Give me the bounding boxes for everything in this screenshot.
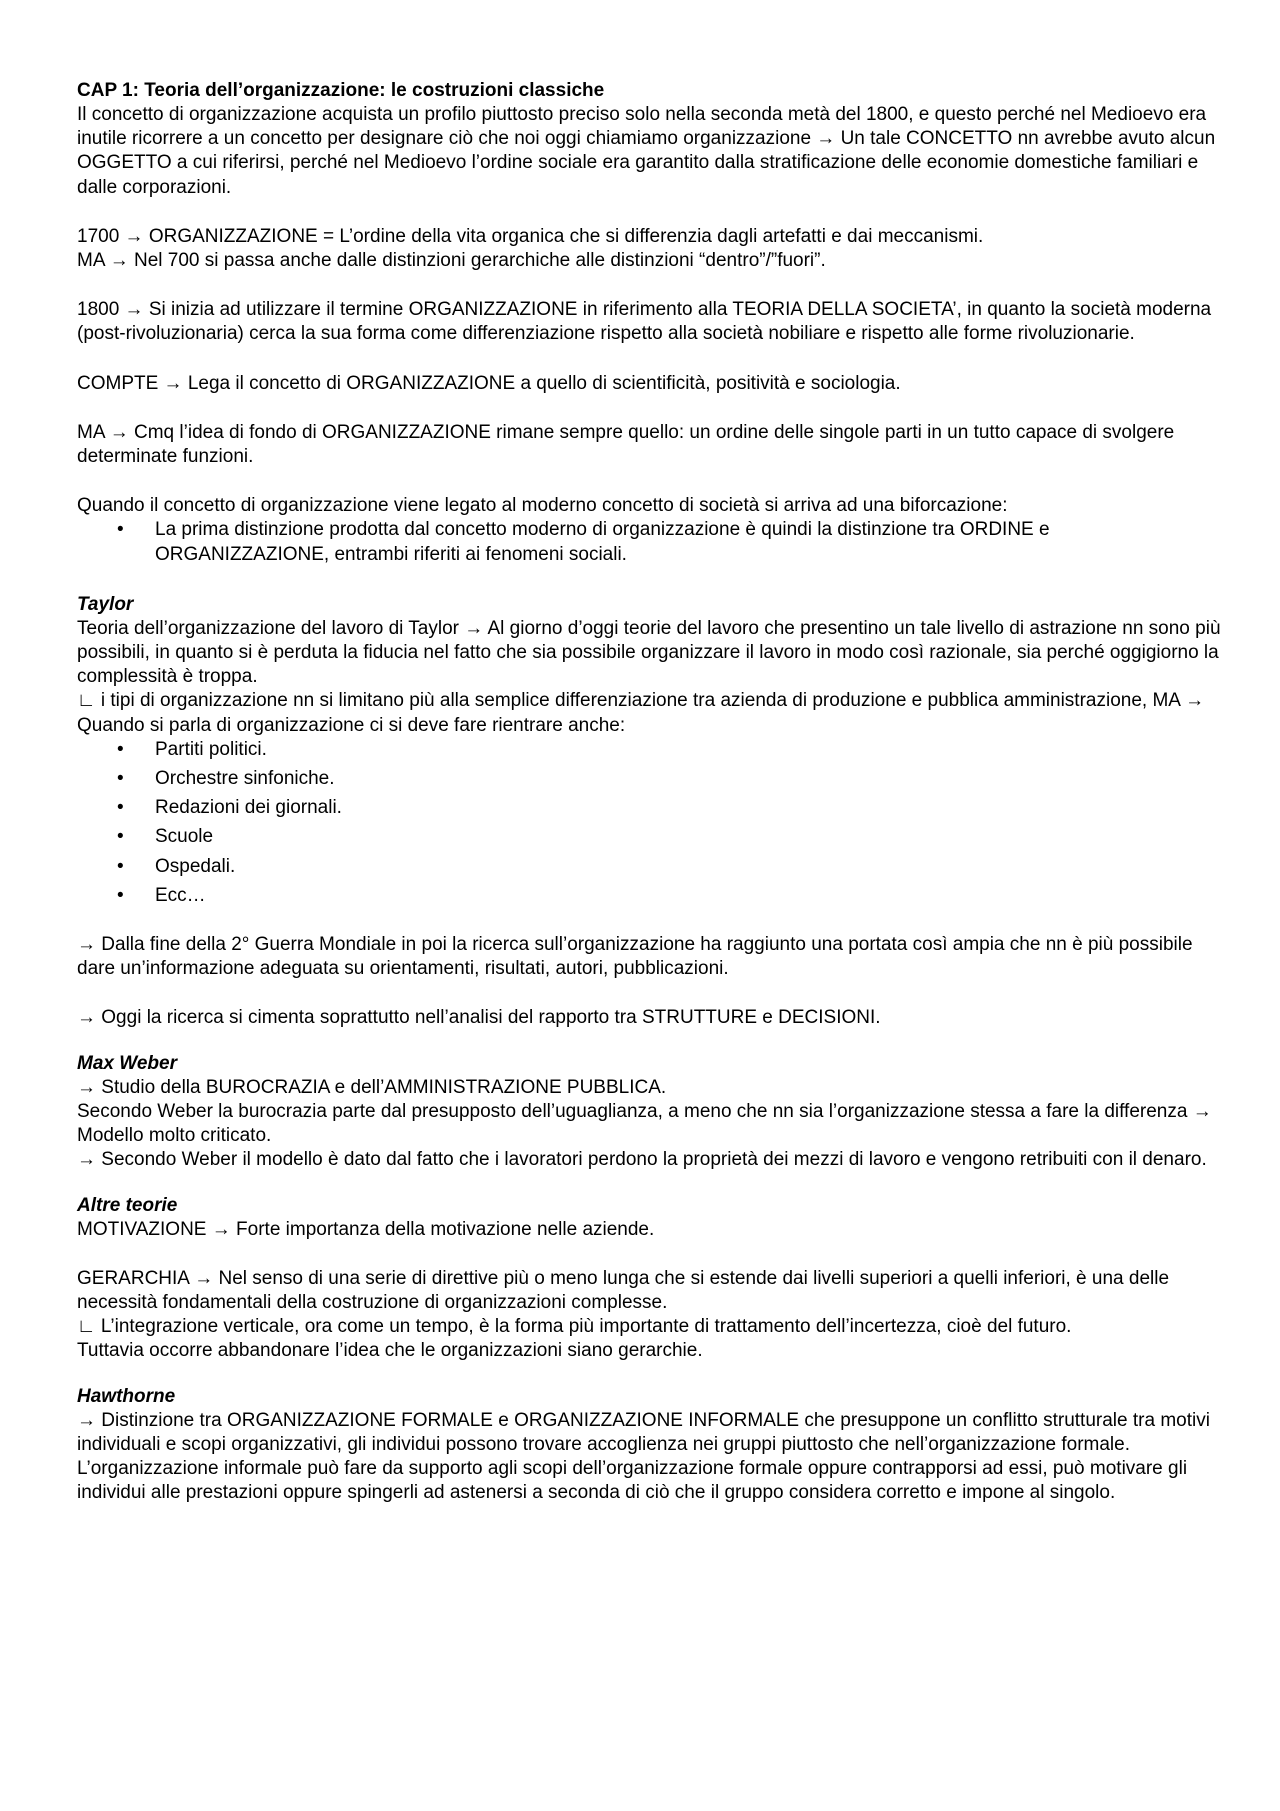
section-heading-altre-teorie: Altre teorie bbox=[77, 1194, 178, 1216]
tuttavia-paragraph: Tuttavia occorre abbandonare l’idea che le organizzazioni siano gerarchie. bbox=[77, 1340, 703, 1362]
list-item: • Ospedali. bbox=[77, 855, 1227, 879]
list-item: • Partiti politici. bbox=[77, 738, 1227, 762]
list-item: • Scuole bbox=[77, 825, 1227, 849]
biforcazione-paragraph: Quando il concetto di organizzazione viene legato al moderno concetto di società si arriva ad una biforcazione: bbox=[77, 495, 1008, 517]
bullet-icon: • bbox=[117, 826, 124, 848]
intro-1800-paragraph: 1800 → Si inizia ad utilizzare il termine ORGANIZZAZIONE in riferimento alla TEORIA DELLA SOCIETA’, in quanto la società moderna (post-rivoluzionaria) cerca la sua forma come differenziazione rispetto alla società nobiliare e rispetto alle forme rivoluzionarie. bbox=[77, 299, 1212, 345]
hawthorne-paragraph: → Distinzione tra ORGANIZZAZIONE FORMALE e ORGANIZZAZIONE INFORMALE che presuppone un conflitto strutturale tra motivi individuali e scopi organizzativi, gli individui possono trovare accoglienza nei gruppi piuttosto che nell’organizzazione formale. bbox=[77, 1409, 1210, 1455]
intro-paragraph: Il concetto di organizzazione acquista un profilo piuttosto preciso solo nella seconda metà del 1800, e questo perché nel Medioevo era inutile ricorrere a un concetto per designare ciò che noi oggi chiamiamo organizzazione → Un tale CONCETTO nn avrebbe avuto alcun OGGETTO a cui riferirsi, perché nel Medioevo l’ordine sociale era garantito dalla stratificazione delle economie domestiche familiari e dalle corporazioni. bbox=[77, 104, 1216, 198]
informale-paragraph: L’organizzazione informale può fare da supporto agli scopi dell’organizzazione formale oppure contrapporsi ad essi, può motivare gli individui alle prestazioni oppure spingerli ad astenersi a seconda di ciò che il gruppo considera corretto e impone al singolo. bbox=[77, 1457, 1188, 1504]
section-heading-taylor: Taylor bbox=[77, 593, 134, 615]
taylor-subparagraph: ∟ i tipi di organizzazione nn si limitano più alla semplice differenziazione tra azienda di produzione e pubblica amministrazione, MA → Quando si parla di organizzazione ci si deve fare rientrare anche: bbox=[77, 690, 1205, 736]
gerarchia-paragraph: GERARCHIA → Nel senso di una serie di direttive più o meno lunga che si estende dai livelli superiori a quelli inferiori, è una delle necessità fondamentali della costruzione di organizzazioni complesse. bbox=[77, 1267, 1170, 1313]
list-item: • La prima distinzione prodotta dal concetto moderno di organizzazione è quindi la distinzione tra ORDINE e ORGANIZZAZIONE, entrambi riferiti ai fenomeni sociali. bbox=[117, 519, 1050, 565]
research-paragraph: → Oggi la ricerca si cimenta soprattutto nell’analisi del rapporto tra STRUTTURE e DECISIONI. bbox=[77, 1007, 881, 1029]
bullet-icon: • bbox=[117, 884, 124, 906]
document-page bbox=[77, 78, 1227, 1505]
bullet-icon: • bbox=[117, 519, 124, 541]
bullet-icon: • bbox=[117, 738, 124, 760]
list-item: • Redazioni dei giornali. bbox=[77, 796, 1227, 820]
taylor-paragraph: Teoria dell’organizzazione del lavoro di Taylor → Al giorno d’oggi teorie del lavoro che presentino un tale livello di astrazione nn sono più possibili, in quanto si è perduta la fiducia nel fatto che sia possibile organizzare il lavoro in modo così razionale, sia perché oggigiorno la complessità è troppa. bbox=[77, 617, 1221, 688]
biforcazione-list bbox=[77, 518, 1227, 566]
list-item: • Ecc… bbox=[77, 884, 1227, 908]
postwar-paragraph: → Dalla fine della 2° Guerra Mondiale in poi la ricerca sull’organizzazione ha raggiunto una portata così ampia che nn è più possibile dare un’informazione adeguata su orientamenti, risultati, autori, pubblicazioni. bbox=[77, 934, 1193, 980]
integrazione-paragraph: ∟ L’integrazione verticale, ora come un tempo, è la forma più importante di trattamento dell’incertezza, cioè del futuro. bbox=[77, 1316, 1072, 1338]
organization-types-list bbox=[77, 738, 1227, 908]
list-item: • Orchestre sinfoniche. bbox=[77, 767, 1227, 791]
intro-1700-line: 1700 → ORGANIZZAZIONE = L’ordine della vita organica che si differenzia dagli artefatti e dai meccanismi. bbox=[77, 225, 984, 247]
bullet-icon: • bbox=[117, 855, 124, 877]
bullet-icon: • bbox=[117, 797, 124, 819]
chapter-title: CAP 1: Teoria dell’organizzazione: le costruzioni classiche bbox=[77, 80, 605, 101]
weber-model-paragraph: → Secondo Weber il modello è dato dal fatto che i lavoratori perdono la proprietà dei mezzi di lavoro e vengono retribuiti con il denaro. bbox=[77, 1149, 1207, 1171]
intro-ma-line: MA → Nel 700 si passa anche dalle distinzioni gerarchiche alle distinzioni “dentro”/”fuori”. bbox=[77, 250, 826, 272]
section-heading-weber: Max Weber bbox=[77, 1052, 177, 1074]
bullet-icon: • bbox=[117, 768, 124, 790]
section-heading-hawthorne: Hawthorne bbox=[77, 1385, 176, 1407]
compte-paragraph: COMPTE → Lega il concetto di ORGANIZZAZIONE a quello di scientificità, positività e sociologia. bbox=[77, 372, 901, 394]
ma-paragraph: MA → Cmq l’idea di fondo di ORGANIZZAZIONE rimane sempre quello: un ordine delle singole parti in un tutto capace di svolgere determinate funzioni. bbox=[77, 421, 1175, 468]
weber-line: → Studio della BUROCRAZIA e dell’AMMINISTRAZIONE PUBBLICA. bbox=[77, 1076, 667, 1098]
weber-paragraph: Secondo Weber la burocrazia parte dal presupposto dell’uguaglianza, a meno che nn sia l’organizzazione stessa a fare la differenza → Modello molto criticato. bbox=[77, 1100, 1212, 1147]
motivazione-paragraph: MOTIVAZIONE → Forte importanza della motivazione nelle aziende. bbox=[77, 1218, 655, 1240]
